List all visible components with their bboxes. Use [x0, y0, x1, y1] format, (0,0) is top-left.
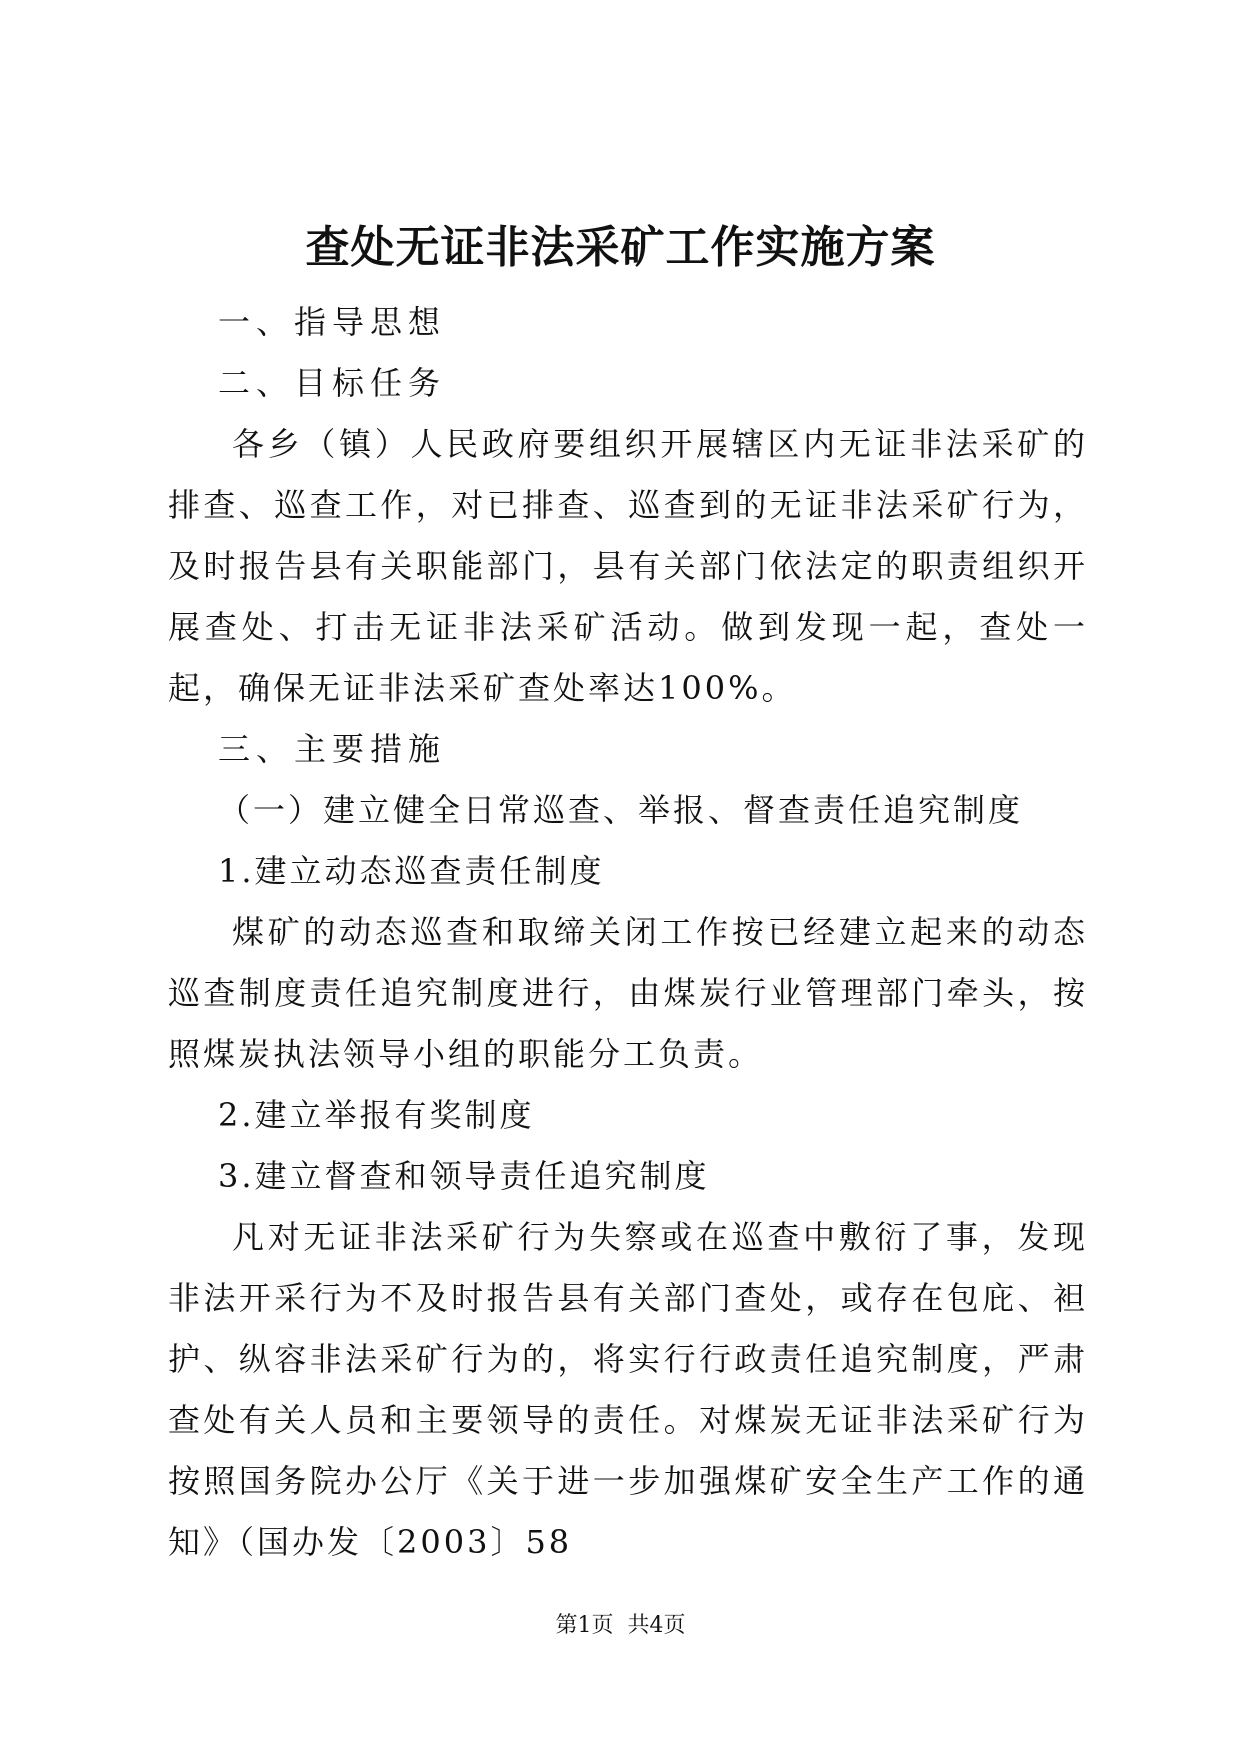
section-heading-goals: 二、目标任务	[218, 364, 447, 402]
document-title: 查处无证非法采矿工作实施方案	[305, 222, 936, 273]
document-body	[168, 292, 1088, 1573]
page-footer	[0, 1611, 1241, 1641]
total-page-number: 4	[649, 1613, 664, 1638]
item-heading-3: 3.建立督查和领导责任追究制度	[218, 1157, 710, 1195]
paragraph-dynamic-patrol: 煤矿的动态巡查和取缔关闭工作按已经建立起来的动态巡查制度责任追究制度进行，由煤炭行业管理部门牵头，按照煤炭执法领导小组的职能分工负责。	[168, 913, 1088, 1073]
paragraph-accountability: 凡对无证非法采矿行为失察或在巡查中敷衍了事，发现非法开采行为不及时报告县有关部门查处，或存在包庇、袒护、纵容非法采矿行为的，将实行行政责任追究制度，严肃查处有关人员和主要领导的责任。对煤炭无证非法采矿行为按照国务院办公厅《关于进一步加强煤矿安全生产工作的通知》（国办发〔2003〕58	[168, 1218, 1088, 1561]
section-heading-guiding-ideology: 一、指导思想	[218, 303, 447, 341]
total-label-prefix: 共	[627, 1613, 650, 1638]
paragraph-goals: 各乡（镇）人民政府要组织开展辖区内无证非法采矿的排查、巡查工作，对已排查、巡查到的无证非法采矿行为，及时报告县有关职能部门，县有关部门依法定的职责组织开展查处、打击无证非法采矿活动。做到发现一起，查处一起，确保无证非法采矿查处率达100%。	[168, 425, 1088, 707]
section-heading-measures: 三、主要措施	[218, 730, 447, 768]
item-heading-2: 2.建立举报有奖制度	[218, 1096, 535, 1134]
page-label-prefix: 第	[555, 1613, 578, 1638]
subsection-heading-1: （一）建立健全日常巡查、举报、督查责任追究制度	[218, 791, 1024, 829]
current-page-number: 1	[577, 1613, 592, 1638]
page-label-mid: 页	[591, 1613, 614, 1638]
total-label-suffix: 页	[663, 1613, 686, 1638]
item-heading-1: 1.建立动态巡查责任制度	[218, 852, 605, 890]
